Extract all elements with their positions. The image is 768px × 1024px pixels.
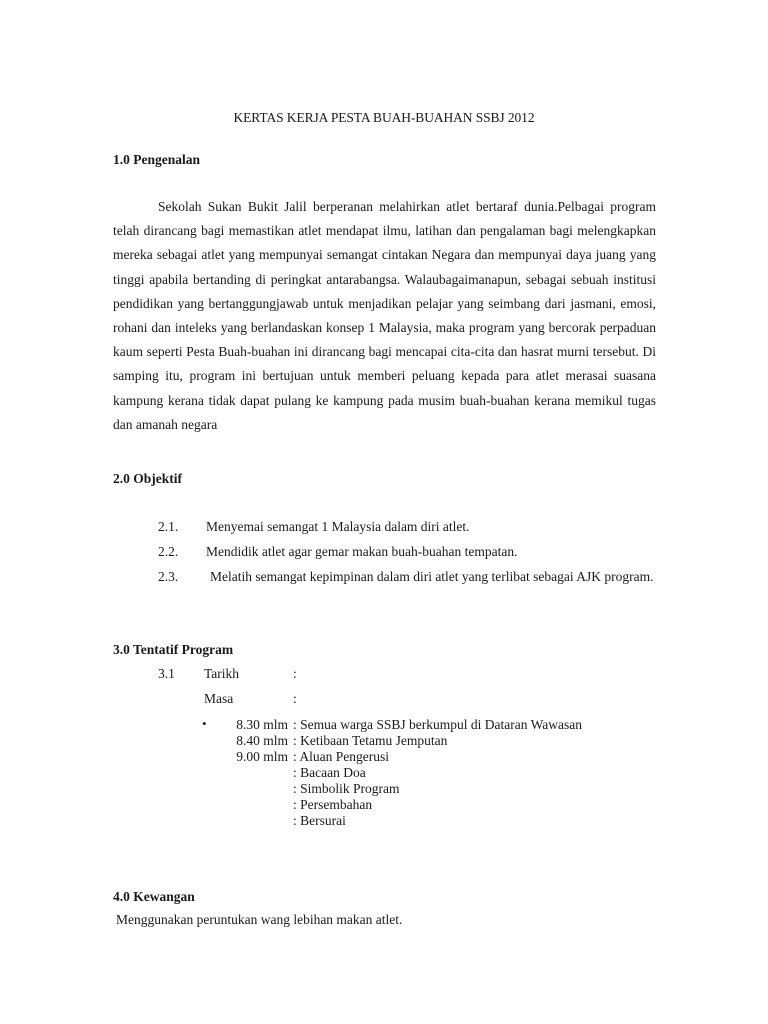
document-title: KERTAS KERJA PESTA BUAH-BUAHAN SSBJ 2012 xyxy=(233,110,535,125)
schedule-description: : Semua warga SSBJ berkumpul di Dataran Wawasan xyxy=(293,717,582,732)
schedule-description: : Ketibaan Tetamu Jemputan xyxy=(293,733,448,748)
objective-text-content: Menyemai semangat 1 Malaysia dalam diri atlet. xyxy=(206,519,470,534)
schedule-description: : Bersurai xyxy=(293,813,346,828)
intro-paragraph-text: Sekolah Sukan Bukit Jalil berperanan melahirkan atlet bertaraf dunia.Pelbagai program telah dirancang bagi memastikan atlet mendapat ilmu, latihan dan pengalaman bagi melengkapkan mereka sebagai atlet yang mempunyai semangat cintakan Negara dan mempunyai daya juang yang tinggi apabila bertanding di peringkat antarabangsa. Walaubagaimanapun, sebagai sebuah institusi pendidikan yang bertanggungjawab untuk menjadikan pelajar yang seimbang dari jasmani, emosi, rohani dan inteleks yang berlandaskan konsep 1 Malaysia, maka program yang bercorak perpaduan kaum seperti Pesta Buah-buahan ini dirancang bagi mencapai cita-cita dan hasrat murni tersebut. Di samping itu, program ini bertujuan untuk memberi peluang kepada para atlet merasai suasana kampung kerana tidak dapat pulang ke kampung pada musim buah-buahan kerana memikul tugas dan amanah negara xyxy=(113,199,656,432)
objective-text xyxy=(204,539,656,564)
objective-number: 2.3. xyxy=(158,569,179,584)
schedule-description: : Bacaan Doa xyxy=(293,765,366,780)
schedule-time: 8.40 mlm xyxy=(236,733,288,748)
masa-label: Masa xyxy=(204,691,234,706)
schedule-description: : Aluan Pengerusi xyxy=(293,749,389,764)
kewangan-text: Menggunakan peruntukan wang lebihan makan atlet. xyxy=(116,912,403,927)
intro-paragraph xyxy=(113,195,656,437)
program-number: 3.1 xyxy=(158,666,175,681)
objective-text-content: Melatih semangat kepimpinan dalam diri atlet yang terlibat sebagai AJK program. xyxy=(210,569,654,584)
objective-text xyxy=(204,564,654,589)
section-heading-pengenalan: 1.0 Pengenalan xyxy=(113,152,201,167)
schedule-time: 9.00 mlm xyxy=(236,749,288,764)
tarikh-colon: : xyxy=(293,666,297,681)
section-heading-objektif: 2.0 Objektif xyxy=(113,471,182,486)
objective-number: 2.1. xyxy=(158,519,179,534)
section-heading-tentatif: 3.0 Tentatif Program xyxy=(113,642,234,657)
objective-number: 2.2. xyxy=(158,544,179,559)
section-heading-kewangan: 4.0 Kewangan xyxy=(113,889,195,904)
schedule-description: : Simbolik Program xyxy=(293,781,400,796)
bullet-icon: • xyxy=(202,716,207,731)
masa-colon: : xyxy=(293,691,297,706)
schedule-time: 8.30 mlm xyxy=(236,717,288,732)
objective-text xyxy=(204,514,656,539)
tarikh-label: Tarikh xyxy=(204,666,240,681)
objective-text-content: Mendidik atlet agar gemar makan buah-buahan tempatan. xyxy=(206,544,518,559)
schedule-description: : Persembahan xyxy=(293,797,373,812)
